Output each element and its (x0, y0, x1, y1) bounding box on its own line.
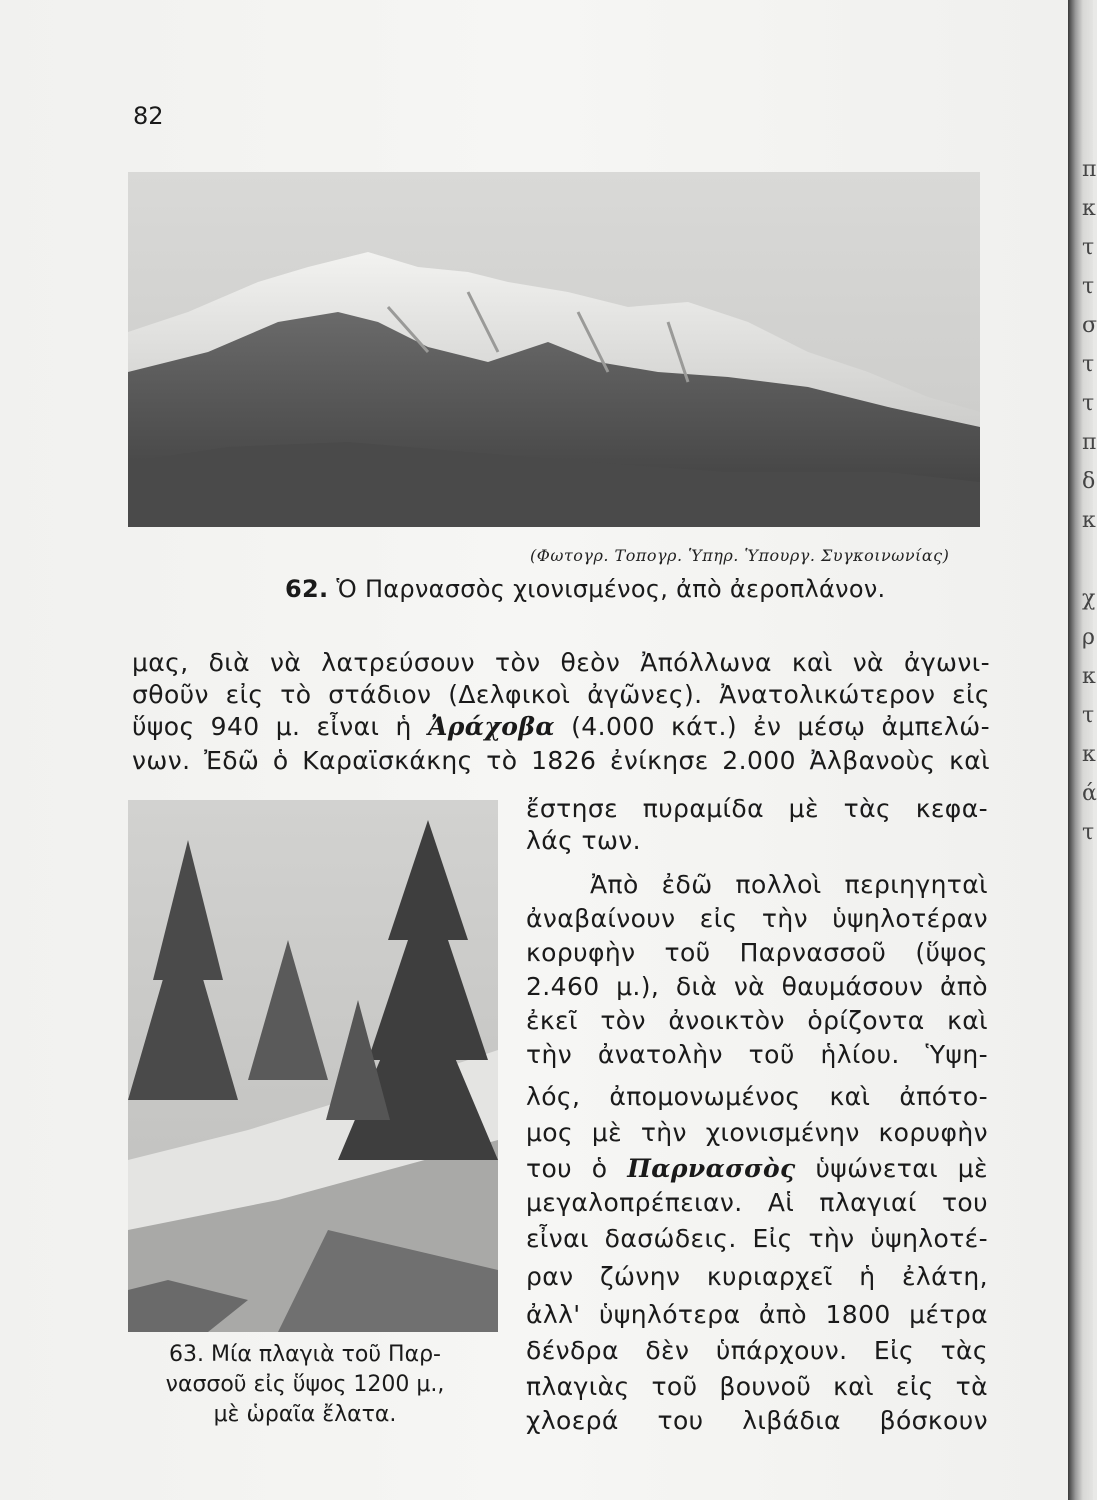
text-line (132, 712, 990, 741)
figure-63-caption (135, 1340, 475, 1430)
text-line: λάς των. (526, 826, 641, 855)
next-page-fragment: δ (1082, 469, 1096, 494)
next-page-fragment: σ (1082, 313, 1097, 338)
caption-line: νασσοῦ εἰς ὕψος 1200 μ., (165, 1372, 445, 1397)
text-line: λός, ἀπομονωμένος καὶ ἀπότο- (526, 1082, 988, 1111)
page-number: 82 (133, 102, 164, 130)
next-page-fragment: τ (1082, 703, 1095, 728)
next-page-fragment: ρ (1082, 625, 1095, 650)
figure-62-caption (285, 575, 885, 603)
text-line: εἶναι δασώδεις. Εἰς τὴν ὑψηλοτέ- (526, 1224, 988, 1253)
next-page-fragment (1082, 540, 1093, 579)
next-page-fragment: τ (1082, 820, 1095, 845)
text-line: σθοῦν εἰς τὸ στάδιον (Δελφικοὶ ἀγῶνες). Ἀνατολικώτερον εἰς (132, 680, 990, 709)
text-line: ἀναβαίνουν εἰς τὴν ὑψηλοτέραν (526, 904, 988, 933)
caption-line: 63. Μία πλαγιὰ τοῦ Παρ- (168, 1342, 441, 1367)
next-page-edge (1082, 150, 1097, 870)
arachova-emphasis: Ἀράχοβα (427, 712, 555, 741)
next-page-fragment: κ (1082, 508, 1096, 533)
text-line: ἀλλ' ὑψηλότερα ἀπὸ 1800 μέτρα (526, 1300, 988, 1329)
text-line (526, 1154, 988, 1183)
text-fragment: ὑψώνεται μὲ (815, 1154, 988, 1183)
mountain-image (128, 172, 980, 527)
next-page-fragment: κ (1082, 196, 1096, 221)
text-line: μος μὲ τὴν χιονισμένην κορυφὴν (526, 1118, 988, 1147)
next-page-fragment: κ (1082, 664, 1096, 689)
text-fragment: του ὁ (526, 1154, 608, 1183)
text-line: χλοερά του λιβάδια βόσκουν (526, 1406, 988, 1435)
text-line: κορυφὴν τοῦ Παρνασσοῦ (ὕψος (526, 938, 988, 967)
photo-credit: (Φωτογρ. Τοπογρ. Ὑπηρ. Ὑπουργ. Συγκοινωνίας) (530, 546, 950, 565)
text-line: μεγαλοπρέπειαν. Αἱ πλαγιαί του (526, 1188, 988, 1217)
next-page-fragment: π (1082, 430, 1097, 455)
text-fragment: ὕψος 940 μ. εἶναι ἡ (132, 712, 412, 741)
next-page-fragment: κ (1082, 742, 1096, 767)
caption-line: μὲ ὡραῖα ἔλατα. (213, 1402, 397, 1427)
next-page-fragment: χ (1082, 586, 1096, 611)
text-line: ραν ζώνην κυριαρχεῖ ἡ ἐλάτη, (526, 1262, 988, 1291)
next-page-fragment: τ (1082, 235, 1095, 260)
text-line: νων. Ἐδῶ ὁ Καραϊσκάκης τὸ 1826 ἐνίκησε 2.000 Ἀλβανοὺς καὶ (132, 746, 990, 775)
next-page-fragment: τ (1082, 391, 1095, 416)
text-line: μας, διὰ νὰ λατρεύσουν τὸν θεὸν Ἀπόλλωνα καὶ νὰ ἀγωνι- (132, 648, 990, 677)
text-line: πλαγιὰς τοῦ βουνοῦ καὶ εἰς τὰ (526, 1372, 988, 1401)
next-page-fragment: τ (1082, 352, 1095, 377)
forest-slope-photo (128, 800, 498, 1332)
text-line: 2.460 μ.), διὰ νὰ θαυμάσουν ἀπὸ (526, 972, 988, 1001)
parnassos-emphasis: Παρνασσὸς (627, 1154, 796, 1183)
text-line: ἔστησε πυραμίδα μὲ τὰς κεφα- (526, 794, 988, 823)
fir-trees-image (128, 800, 498, 1332)
next-page-fragment: τ (1082, 274, 1095, 299)
parnassus-aerial-photo (128, 172, 980, 527)
text-line: τὴν ἀνατολὴν τοῦ ἡλίου. Ὑψη- (526, 1040, 988, 1069)
figure-62-number: 62. (285, 575, 329, 603)
next-page-fragment: π (1082, 157, 1097, 182)
text-line: δένδρα δὲν ὑπάρχουν. Εἰς τὰς (526, 1336, 988, 1365)
text-line: Ἀπὸ ἐδῶ πολλοὶ περιηγηταὶ (590, 870, 988, 899)
figure-62-caption-text: Ὁ Παρνασσὸς χιονισμένος, ἀπὸ ἀεροπλάνον. (336, 575, 886, 603)
text-line: ἐκεῖ τὸν ἀνοικτὸν ὁρίζοντα καὶ (526, 1006, 988, 1035)
next-page-fragment: ά (1082, 781, 1097, 806)
text-fragment: (4.000 κάτ.) ἐν μέσῳ ἀμπελώ- (571, 712, 991, 741)
